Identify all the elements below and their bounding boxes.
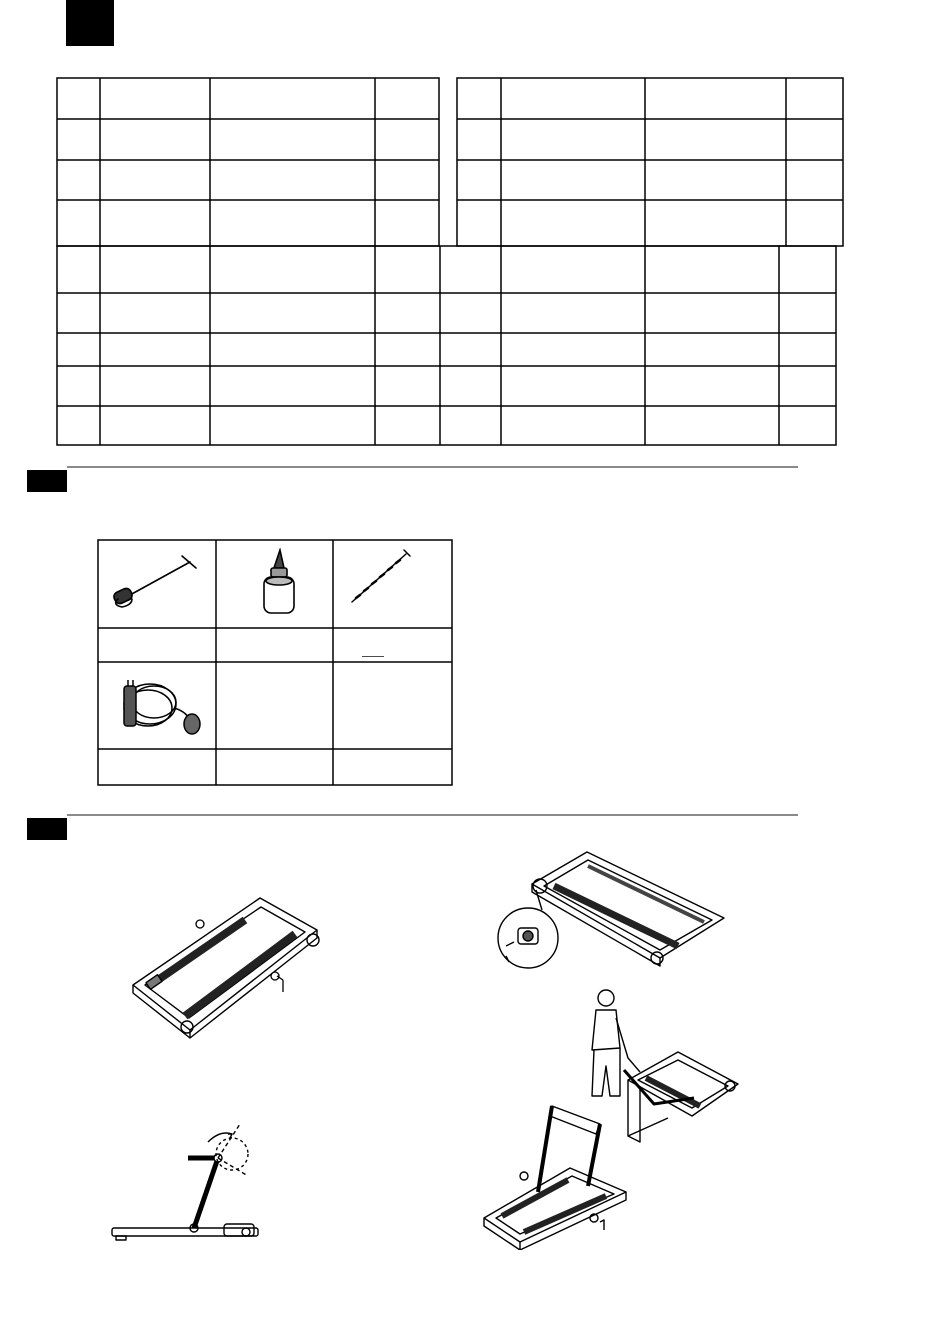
lubricant-bottle-icon: [252, 548, 302, 618]
power-cord-icon: [110, 668, 206, 744]
safety-key-icon: [106, 552, 206, 612]
treadmill-upright-handrail-icon: [480, 1100, 630, 1250]
accessory-small-mark: [362, 656, 384, 661]
treadmill-deck-screws-icon: [125, 890, 330, 1040]
section-rule-accessories: [67, 466, 798, 468]
hex-wrench-icon: [344, 548, 414, 608]
section-marker-accessories: [27, 470, 67, 492]
section-rule-assembly: [67, 814, 798, 816]
handrail-rotation-side-view-icon: [106, 1118, 276, 1248]
parts-table: [0, 0, 950, 460]
treadmill-side-detail-icon: [492, 848, 732, 978]
section-marker-assembly: [27, 818, 67, 840]
